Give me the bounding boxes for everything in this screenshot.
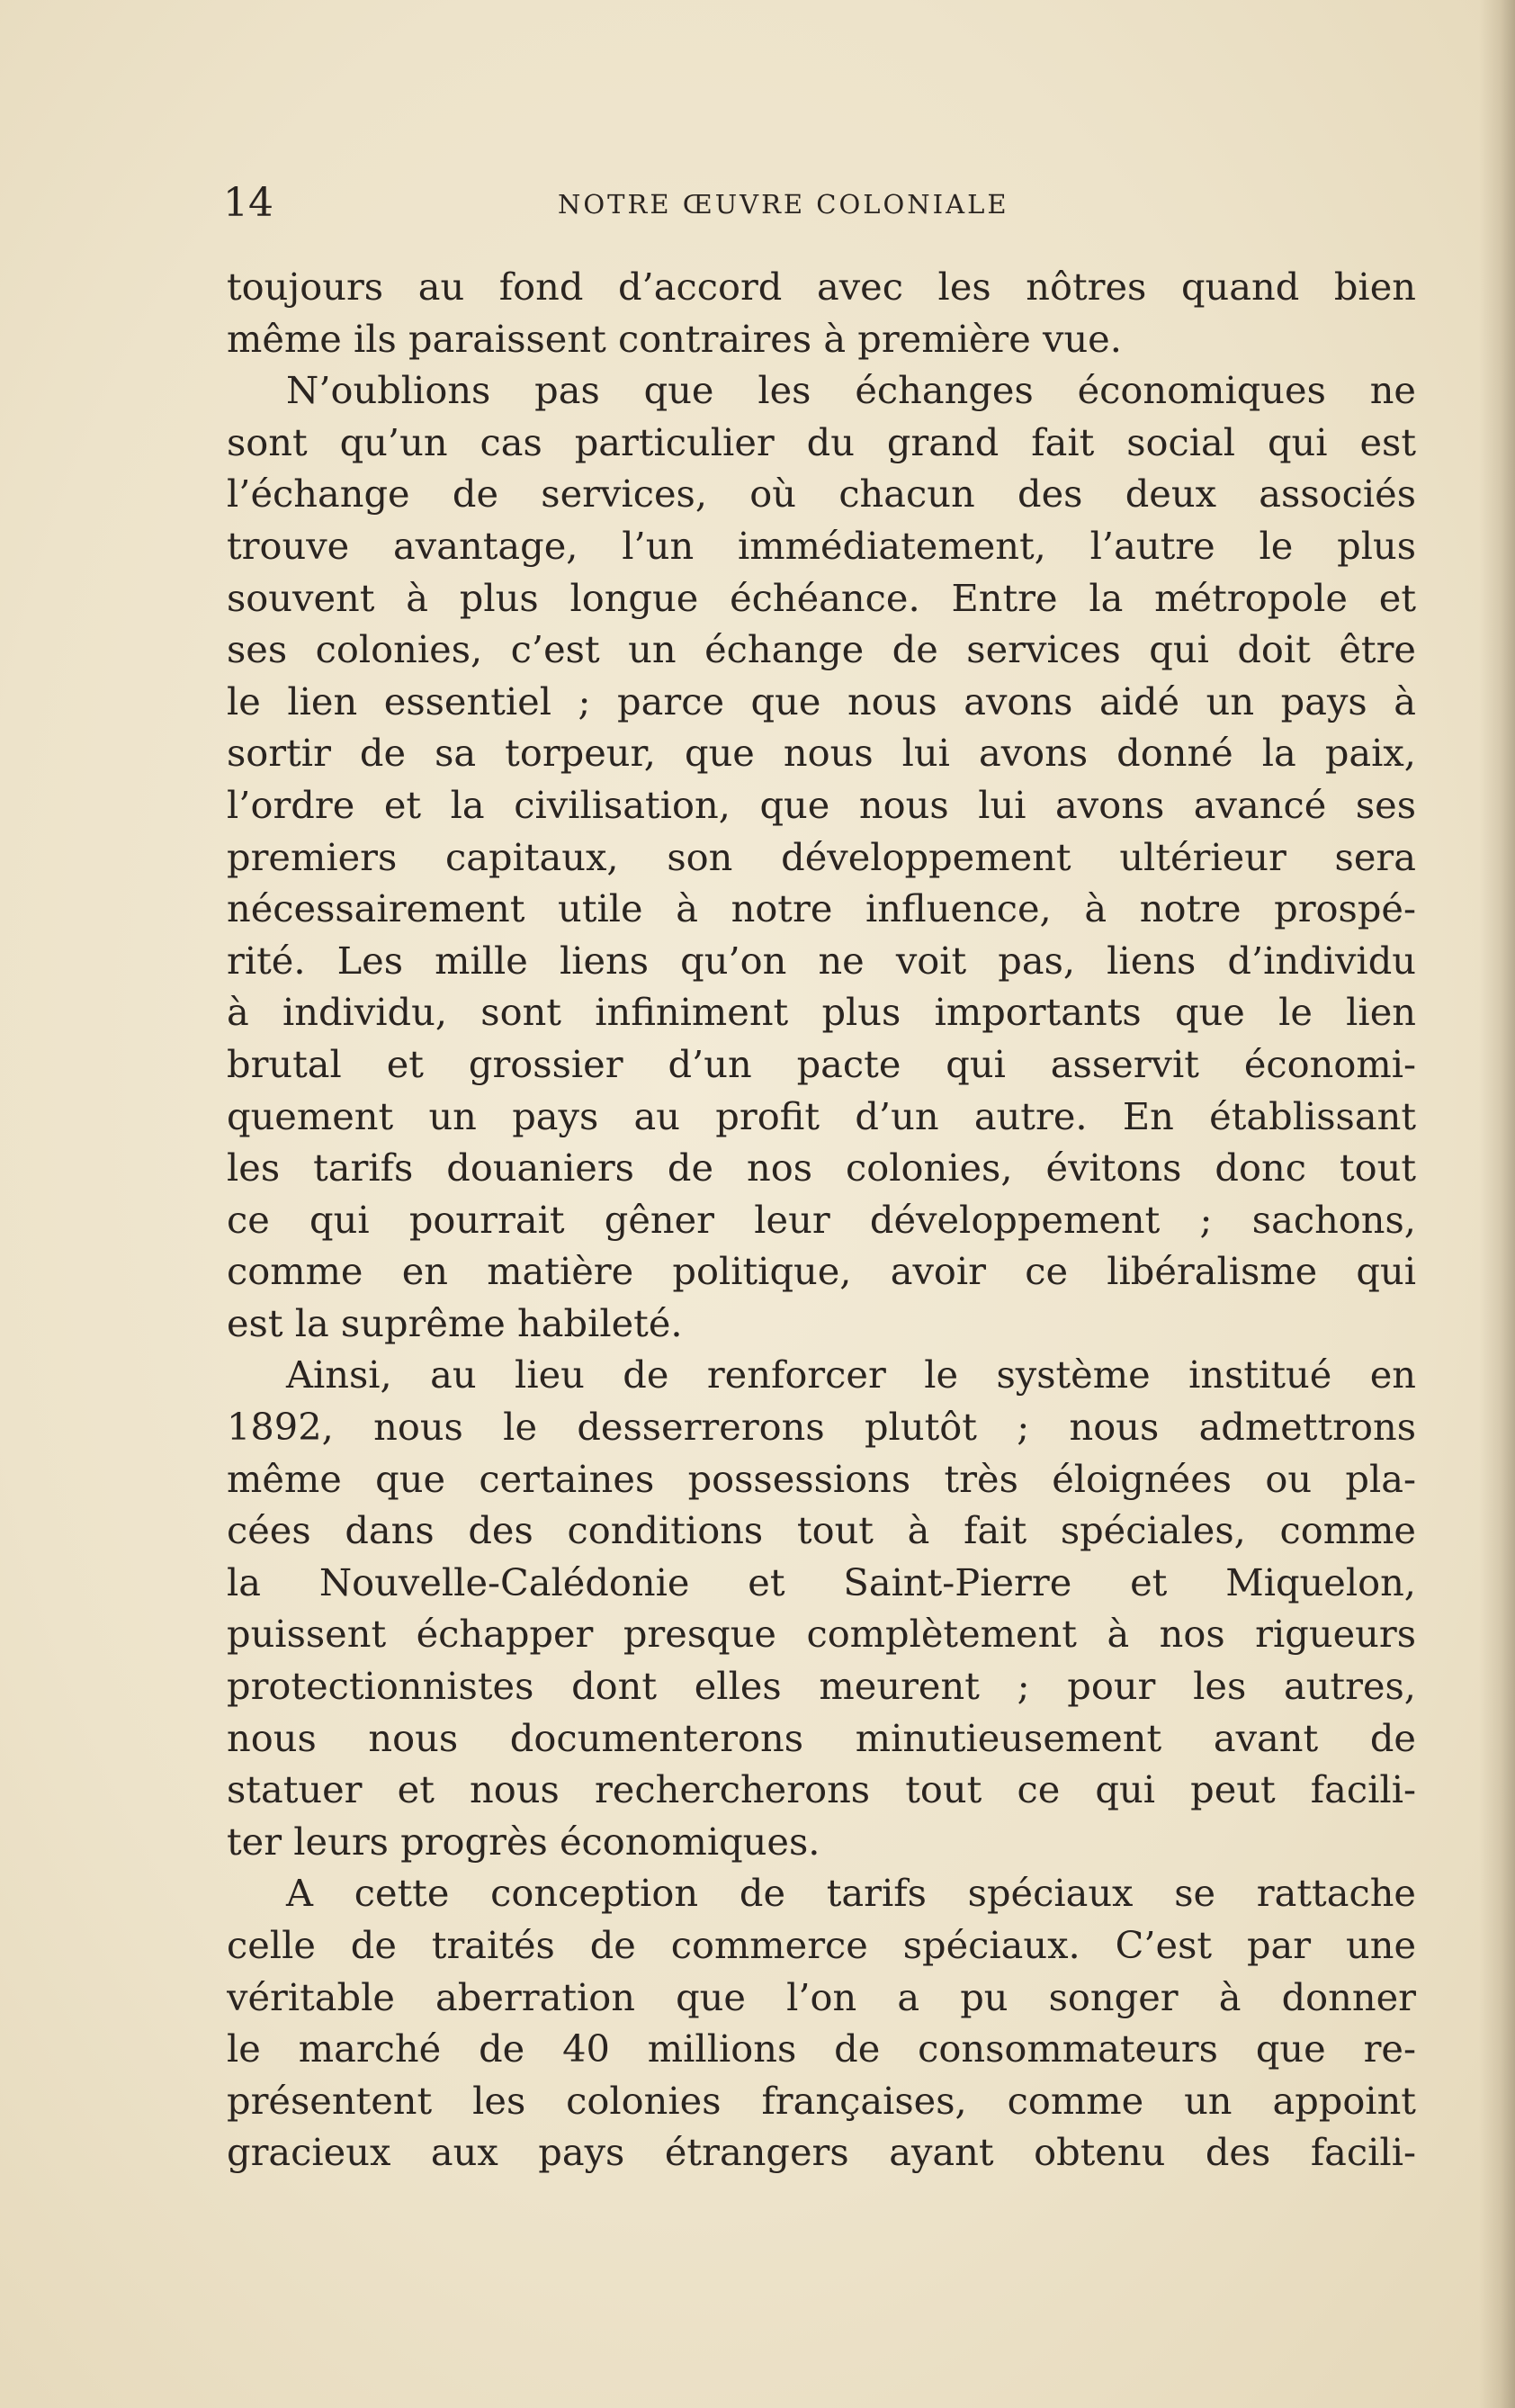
text-line: sont qu’un cas particulier du grand fait social qui est	[227, 419, 1416, 464]
text-line: 1892, nous le desserrerons plutôt ; nous admettrons	[227, 1405, 1416, 1450]
page-number: 14	[223, 180, 273, 226]
running-head	[223, 176, 1420, 230]
text-line: nécessairement utile à notre influence, à notre prospé-	[227, 886, 1416, 931]
text-line: même ils paraissent contraires à première vue.	[227, 316, 1122, 361]
text-line: protectionnistes dont elles meurent ; pour les autres,	[227, 1664, 1416, 1709]
text-line: premiers capitaux, son développement ultérieur sera	[227, 834, 1416, 879]
running-title: NOTRE ŒUVRE COLONIALE	[558, 189, 1009, 220]
text-line: véritable aberration que l’on a pu songer à donner	[227, 1974, 1416, 2019]
text-line: présentent les colonies françaises, comme un appoint	[227, 2078, 1416, 2123]
text-line: le lien essentiel ; parce que nous avons aidé un pays à	[227, 678, 1416, 723]
text-line: Ainsi, au lieu de renforcer le système institué en	[286, 1352, 1416, 1397]
text-line: les tarifs douaniers de nos colonies, évitons donc tout	[227, 1146, 1416, 1191]
text-line: rité. Les mille liens qu’on ne voit pas, liens d’individu	[227, 938, 1416, 983]
text-line: ter leurs progrès économiques.	[227, 1819, 820, 1864]
text-line: cées dans des conditions tout à fait spéciales, comme	[227, 1508, 1416, 1553]
body-text	[227, 261, 1416, 2179]
text-line: le marché de 40 millions de consommateurs que re-	[227, 2026, 1416, 2071]
text-line: statuer et nous rechercherons tout ce qui peut facili-	[227, 1767, 1416, 1812]
text-line: quement un pays au profit d’un autre. En établissant	[227, 1093, 1416, 1138]
text-line: comme en matière politique, avoir ce libéralisme qui	[227, 1249, 1416, 1294]
text-line: l’ordre et la civilisation, que nous lui avons avancé ses	[227, 782, 1416, 827]
text-line: à individu, sont infiniment plus importants que le lien	[227, 990, 1416, 1035]
text-line: celle de traités de commerce spéciaux. C’est par une	[227, 1923, 1416, 1967]
text-line: N’oublions pas que les échanges économiques ne	[286, 368, 1416, 413]
text-line: nous nous documenterons minutieusement avant de	[227, 1715, 1416, 1760]
text-line: brutal et grossier d’un pacte qui asservit économi-	[227, 1041, 1416, 1086]
text-line: la Nouvelle-Calédonie et Saint-Pierre et Miquelon,	[227, 1559, 1416, 1604]
text-line: souvent à plus longue échéance. Entre la métropole et	[227, 575, 1416, 620]
text-line: trouve avantage, l’un immédiatement, l’autre le plus	[227, 523, 1416, 568]
page-edge-shadow	[1479, 0, 1515, 2408]
text-line: est la suprême habileté.	[227, 1300, 683, 1345]
text-line: A cette conception de tarifs spéciaux se rattache	[286, 1871, 1416, 1916]
text-line: ce qui pourrait gêner leur développement ; sachons,	[227, 1197, 1416, 1242]
text-line: même que certaines possessions très éloignées ou pla-	[227, 1456, 1416, 1501]
text-line: gracieux aux pays étrangers ayant obtenu des facili-	[227, 2130, 1416, 2175]
text-line: puissent échapper presque complètement à nos rigueurs	[227, 1612, 1416, 1657]
text-line: l’échange de services, où chacun des deux associés	[227, 472, 1416, 517]
text-line: sortir de sa torpeur, que nous lui avons donné la paix,	[227, 731, 1416, 776]
text-line: ses colonies, c’est un échange de services qui doit être	[227, 627, 1416, 672]
text-line: toujours au fond d’accord avec les nôtres quand bien	[227, 265, 1416, 309]
